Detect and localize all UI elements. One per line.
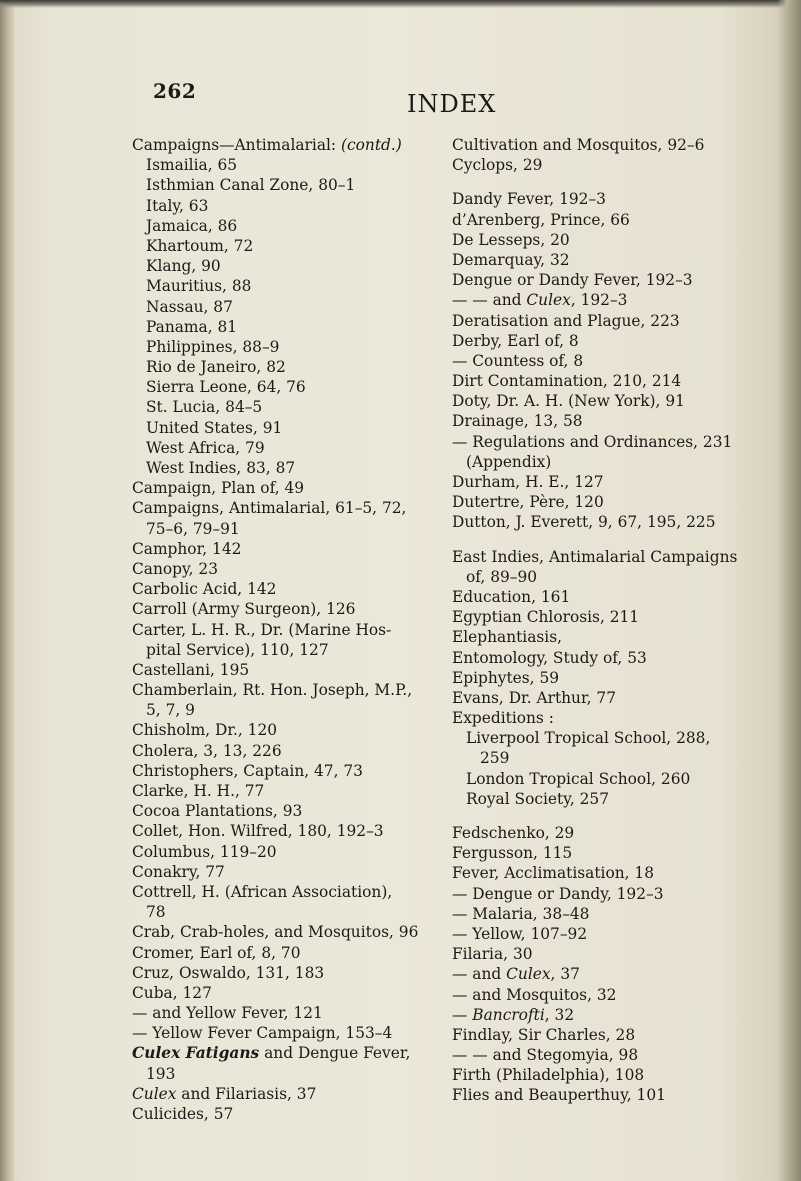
index-entry-text: (contd.) [341,136,402,154]
index-entry [452,512,774,532]
index-entry [452,587,774,607]
index-entry [132,599,444,619]
index-entry [452,1085,774,1105]
index-entry-text: Cruz, Oswaldo, 131, 183 [132,963,325,982]
index-entry [452,924,774,944]
page-right-edge [777,0,801,1181]
index-entry-text: — Countess of, 8 [452,351,584,370]
index-entry-text: Flies and Beauperthuy, 101 [452,1086,666,1105]
index-entry-text: Cromer, Earl of, 8, 70 [132,943,301,962]
index-entry-text: 75–6, 79–91 [146,519,240,538]
index-entry-text: Culex Fatigans [132,1044,260,1063]
index-entry-text: Crab, Crab-holes, and Mosquitos, 96 [132,923,419,942]
index-entry [452,944,774,964]
index-entry-text: Christophers, Captain, 47, 73 [132,761,363,780]
index-entry-text: Education, 161 [452,587,571,606]
index-entry-text: Castellani, 195 [132,660,250,679]
index-entry [452,985,774,1005]
index-entry [452,648,774,668]
index-entry [452,1045,774,1065]
index-entry-text: East Indies, Antimalarial Campaigns [452,547,738,566]
index-entry-text: Dengue or Dandy Fever, 192–3 [452,271,693,290]
index-entry-text: — Dengue or Dandy, 192–3 [452,884,664,903]
index-entry-text: Chamberlain, Rt. Hon. Joseph, M.P., [132,681,413,700]
index-entry-text: Ismailia, 65 [146,156,238,175]
index-entry [452,250,774,270]
index-entry [452,492,774,512]
index-entry-text: Dutton, J. Everett, 9, 67, 195, 225 [452,513,716,532]
index-entry-text: 259 [480,749,510,768]
index-entry [132,297,444,317]
index-entry [452,607,774,627]
index-entry [132,700,444,720]
index-entry [132,1104,444,1124]
index-entry-text: — — and [452,291,527,310]
index-entry-text: Drainage, 13, 58 [452,412,583,431]
index-entry-text: Durham, H. E., 127 [452,473,604,491]
index-entry [452,189,774,209]
index-entry [452,668,774,688]
index-column-right [452,135,774,1106]
index-entry [452,688,774,708]
index-entry-text: Firth (Philadelphia), 108 [452,1066,645,1085]
index-entry [132,660,444,680]
index-entry-text: Dandy Fever, 192–3 [452,190,606,209]
index-entry-text: d’Arenberg, Prince, 66 [452,210,630,229]
index-entry [132,458,444,478]
index-entry-text: Expeditions : [452,709,554,728]
index-entry [452,863,774,883]
index-entry-text: Epiphytes, 59 [452,668,560,687]
index-entry [132,357,444,377]
index-entry-text: Royal Society, 257 [466,789,609,808]
index-entry-text: Canopy, 23 [132,559,218,578]
index-entry [132,135,444,155]
index-entry [132,196,444,216]
index-entry-text: Campaigns—Antimalarial: [132,136,342,154]
index-entry-text: Klang, 90 [146,257,221,276]
index-entry [452,135,774,155]
index-entry [452,432,774,452]
index-entry-text: Collet, Hon. Wilfred, 180, 192–3 [132,822,384,841]
index-entry [452,748,774,768]
index-entry [452,1005,774,1025]
index-entry [132,276,444,296]
index-entry [132,761,444,781]
index-entry [452,155,774,175]
index-entry-text: Jamaica, 86 [146,216,238,235]
index-entry [452,547,774,567]
index-letter-gap [452,533,774,547]
index-entry-text: Elephantiasis, [452,628,563,647]
index-entry-text: West Indies, 83, 87 [146,459,296,477]
index-entry-text: Carter, L. H. R., Dr. (Marine Hos- [132,620,392,639]
index-letter-gap [452,809,774,823]
index-entry [132,478,444,498]
index-entry-text: Culex [526,291,571,310]
index-entry [452,708,774,728]
index-entry-text: De Lesseps, 20 [452,230,570,249]
index-entry [132,175,444,195]
index-entry [132,922,444,942]
index-entry-text: Columbus, 119–20 [132,842,277,861]
index-entry-text: Camphor, 142 [132,539,242,558]
index-entry-text: and Filariasis, 37 [176,1084,317,1103]
index-entry-text: Carroll (Army Surgeon), 126 [132,600,356,619]
index-entry [452,823,774,843]
index-entry [132,720,444,740]
index-entry [132,1003,444,1023]
index-entry [132,1084,444,1104]
index-entry [452,371,774,391]
index-entry-text: Filaria, 30 [452,945,533,964]
index-entry-text: 5, 7, 9 [146,701,195,720]
index-entry [452,567,774,587]
page-top-edge [0,0,801,8]
index-entry-text: Italy, 63 [146,196,209,215]
index-entry-text: , 37 [550,965,580,984]
index-entry-text: West Africa, 79 [146,438,265,457]
index-entry [132,337,444,357]
index-entry [452,1025,774,1045]
index-entry [132,1023,444,1043]
index-entry-text: St. Lucia, 84–5 [146,398,263,417]
index-entry-text: Campaign, Plan of, 49 [132,479,305,498]
index-entry [452,270,774,290]
index-entry-text: of, 89–90 [466,567,538,586]
index-entry [132,801,444,821]
index-entry-text: Isthmian Canal Zone, 80–1 [146,176,356,195]
index-entry-text: 193 [146,1064,176,1083]
index-entry [452,789,774,809]
index-entry [452,728,774,748]
index-entry [452,290,774,310]
index-entry-text: Fergusson, 115 [452,844,573,863]
index-entry-text: , 32 [544,1005,575,1024]
index-entry [452,411,774,431]
index-entry [132,1043,444,1063]
index-entry-text: London Tropical School, 260 [466,769,691,788]
index-entry-text: — and [452,965,507,984]
index-entry [452,210,774,230]
index-entry-text: Khartoum, 72 [146,236,254,255]
index-entry [132,236,444,256]
index-entry-text: Culex [506,965,551,984]
index-entry-text: Campaigns, Antimalarial, 61–5, 72, [132,499,407,518]
page-title: INDEX [407,90,497,118]
index-entry-text: Sierra Leone, 64, 76 [146,378,306,397]
index-entry-text: — Yellow, 107–92 [452,924,588,943]
index-entry-text: Cultivation and Mosquitos, 92–6 [452,136,705,154]
index-entry-text: Egyptian Chlorosis, 211 [452,608,640,627]
index-entry-text: Bancrofti [472,1005,545,1024]
index-entry-text: United States, 91 [146,418,283,437]
page-number: 262 [153,79,197,103]
index-entry [132,882,444,902]
index-entry [132,741,444,761]
index-entry [452,331,774,351]
index-entry [132,963,444,983]
index-entry-text: Fedschenko, 29 [452,824,575,842]
index-entry [452,904,774,924]
index-entry [132,862,444,882]
index-entry [452,884,774,904]
index-entry-text: Fever, Acclimatisation, 18 [452,864,655,883]
index-entry-text: — [452,1005,473,1024]
index-entry [452,843,774,863]
index-entry-text: Cottrell, H. (African Association), [132,882,393,901]
index-entry [132,781,444,801]
index-entry-text: Rio de Janeiro, 82 [146,358,286,377]
index-entry [452,311,774,331]
index-entry [132,377,444,397]
index-entry-text: 78 [146,903,166,922]
index-entry [132,902,444,922]
index-entry-text: Deratisation and Plague, 223 [452,311,680,330]
index-entry [452,230,774,250]
index-entry [452,472,774,492]
index-entry [132,640,444,660]
index-entry [132,498,444,518]
index-entry-text: (Appendix) [466,452,552,471]
index-entry [452,391,774,411]
index-entry-text: Culex [132,1084,177,1103]
index-entry-text: Doty, Dr. A. H. (New York), 91 [452,392,685,411]
index-entry-text: — and Mosquitos, 32 [452,985,617,1004]
index-entry-text: Clarke, H. H., 77 [132,782,265,800]
index-entry [132,438,444,458]
index-entry-text: Cuba, 127 [132,983,212,1002]
index-entry-text: and Dengue Fever, [259,1044,411,1063]
index-entry-text: Dirt Contamination, 210, 214 [452,372,682,391]
index-entry-text: Nassau, 87 [146,297,233,316]
index-entry-text: — — and Stegomyia, 98 [452,1046,639,1065]
index-entry [132,983,444,1003]
index-column-left [132,135,444,1124]
index-entry [132,539,444,559]
index-entry [452,452,774,472]
index-entry [132,579,444,599]
index-entry-text: Derby, Earl of, 8 [452,331,579,350]
index-entry [132,842,444,862]
index-entry-text: — Yellow Fever Campaign, 153–4 [132,1024,393,1043]
index-entry-text: Evans, Dr. Arthur, 77 [452,688,617,707]
index-entry [452,769,774,789]
index-entry-text: Carbolic Acid, 142 [132,580,277,599]
index-entry-text: Dutertre, Père, 120 [452,493,604,512]
index-entry [452,964,774,984]
index-entry [132,821,444,841]
index-entry [132,155,444,175]
index-entry [132,680,444,700]
index-letter-gap [452,175,774,189]
index-entry-text: — Malaria, 38–48 [452,904,590,923]
index-entry [452,351,774,371]
index-entry-text: — and Yellow Fever, 121 [132,1004,323,1023]
index-entry-text: Cocoa Plantations, 93 [132,802,303,821]
index-entry [452,1065,774,1085]
index-entry [132,216,444,236]
index-entry-text: Chisholm, Dr., 120 [132,721,278,740]
index-entry [132,256,444,276]
index-entry-text: Cyclops, 29 [452,156,543,175]
index-entry-text: , 192–3 [570,291,628,310]
index-entry [132,317,444,337]
index-entry [132,943,444,963]
index-entry-text: Conakry, 77 [132,862,225,881]
index-entry-text: — Regulations and Ordinances, 231 [452,432,733,451]
index-entry-text: Culicides, 57 [132,1105,234,1123]
index-entry-text: Entomology, Study of, 53 [452,648,647,667]
index-entry-text: Panama, 81 [146,317,238,336]
index-entry-text: Liverpool Tropical School, 288, [466,729,711,748]
index-entry-text: Philippines, 88–9 [146,337,280,356]
page-binding-shadow [0,0,14,1181]
index-entry [132,418,444,438]
index-entry-text: Demarquay, 32 [452,250,570,269]
index-entry-text: Cholera, 3, 13, 226 [132,741,282,760]
index-entry [132,1064,444,1084]
index-entry-text: Findlay, Sir Charles, 28 [452,1025,636,1044]
index-entry [132,620,444,640]
index-entry [452,627,774,647]
index-entry [132,559,444,579]
index-entry-text: pital Service), 110, 127 [146,640,329,659]
index-entry [132,397,444,417]
index-entry [132,519,444,539]
index-entry-text: Mauritius, 88 [146,277,252,296]
